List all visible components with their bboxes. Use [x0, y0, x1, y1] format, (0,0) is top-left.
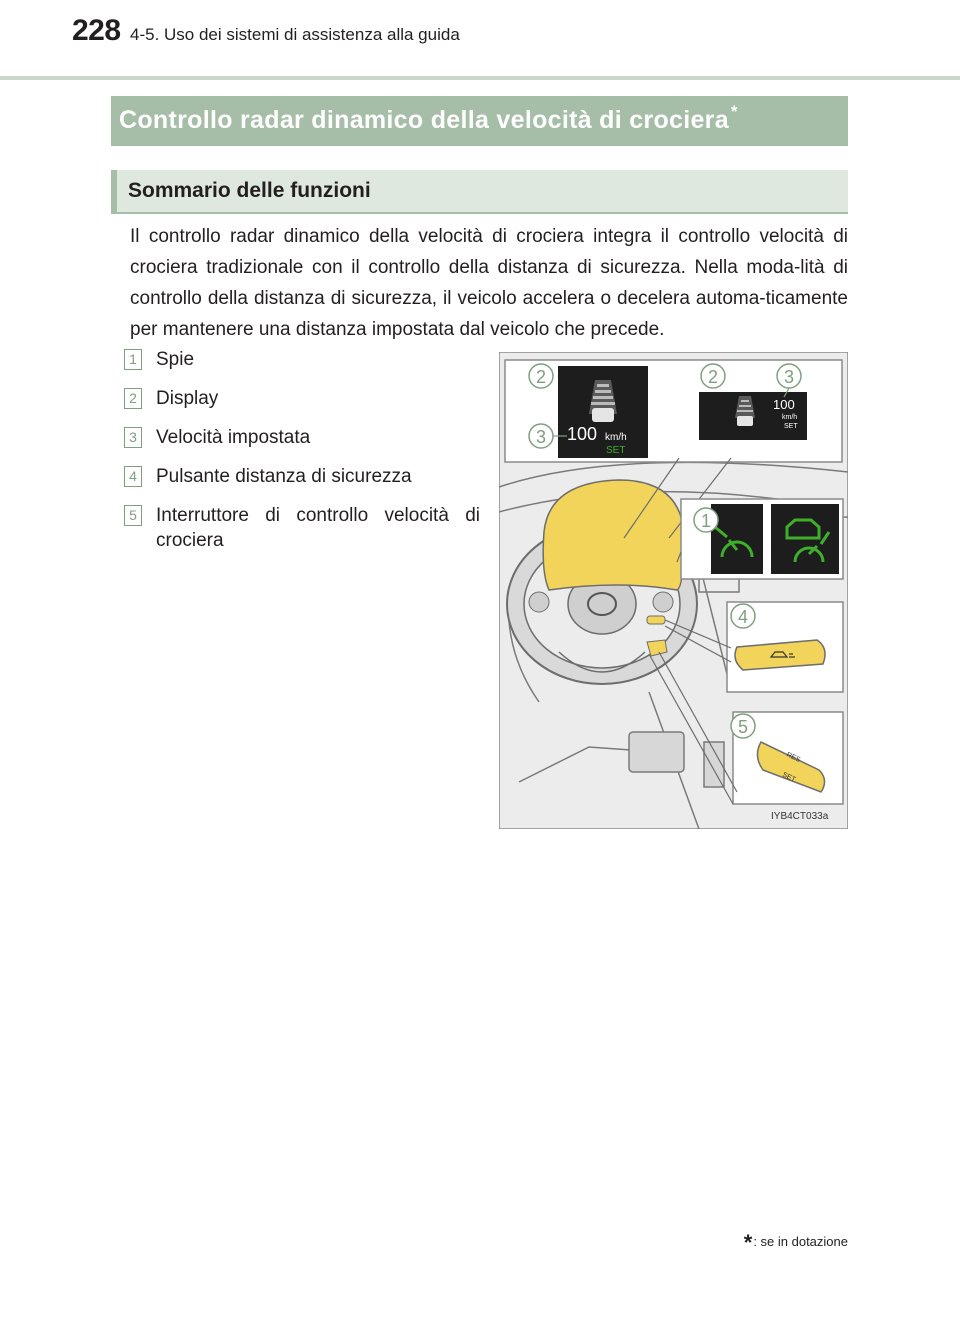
svg-text:1: 1 [700, 511, 712, 531]
page-title-text: Controllo radar dinamico della velocità di crociera [119, 106, 729, 134]
legend-item [124, 503, 480, 553]
lever-res-label: RES [785, 751, 802, 764]
callout-2-left [529, 364, 553, 388]
footnote-text: : se in dotazione [753, 1234, 848, 1249]
svg-text:3: 3 [535, 427, 547, 447]
legend-text: Interruttore di controllo velocità di crociera [156, 505, 480, 551]
right-set-label: SET [784, 423, 798, 430]
title-asterisk: * [730, 102, 738, 121]
callout-5 [731, 714, 755, 738]
legend-text: Display [156, 388, 219, 409]
left-set-speed: 100 [567, 424, 598, 444]
callout-4 [731, 604, 755, 628]
svg-text:2: 2 [707, 367, 719, 387]
svg-text:4: 4 [737, 607, 749, 627]
legend-number: 4 [124, 466, 142, 487]
cruise-indicator-light [711, 504, 763, 574]
callout-2-right [701, 364, 725, 388]
meter-highlight [543, 480, 684, 590]
svg-text:2: 2 [535, 367, 547, 387]
legend-list [124, 347, 480, 567]
svg-text:5: 5 [737, 717, 749, 737]
left-speed-unit: km/h [605, 432, 627, 443]
figure-code: IYB4CT033a [771, 811, 829, 822]
legend-number: 5 [124, 505, 142, 526]
page-title [119, 102, 738, 135]
lever-set-label: SET [781, 771, 797, 784]
svg-text:3: 3 [783, 367, 795, 387]
subsection-bar [111, 170, 848, 212]
legend-item [124, 386, 480, 411]
legend-number: 2 [124, 388, 142, 409]
title-bar [111, 96, 848, 146]
legend-item [124, 347, 480, 372]
right-set-speed: 100 [773, 397, 795, 412]
callout-1 [694, 508, 718, 532]
cruise-control-illustration [499, 352, 848, 829]
left-set-label: SET [606, 445, 626, 456]
page-number: 228 [72, 14, 121, 47]
legend-text: Velocità impostata [156, 427, 311, 448]
legend-item [124, 425, 480, 450]
footnote [744, 1230, 848, 1256]
section-path: 4-5. Uso dei sistemi di assistenza alla guida [130, 25, 460, 44]
right-speed-unit: km/h [782, 414, 798, 421]
legend-text: Spie [156, 349, 195, 370]
intro-paragraph: Il controllo radar dinamico della velocità di crociera integra il controllo velocità di crociera tradizionale con il controllo della distanza di sicurezza. Nella moda-lità di controllo della distanza di sicurezza, il veicolo accelera o decelera automa-ticamente per mantenere una distanza impostata dal veicolo che precede. [130, 226, 848, 340]
footnote-asterisk: * [743, 1230, 753, 1255]
legend-number: 3 [124, 427, 142, 448]
distance-switch-highlight [647, 616, 665, 624]
legend-text: Pulsante distanza di sicurezza [156, 466, 412, 487]
legend-number: 1 [124, 349, 142, 370]
legend-item [124, 464, 480, 489]
header-rule [0, 76, 960, 80]
subsection-title: Sommario delle funzioni [128, 179, 371, 202]
